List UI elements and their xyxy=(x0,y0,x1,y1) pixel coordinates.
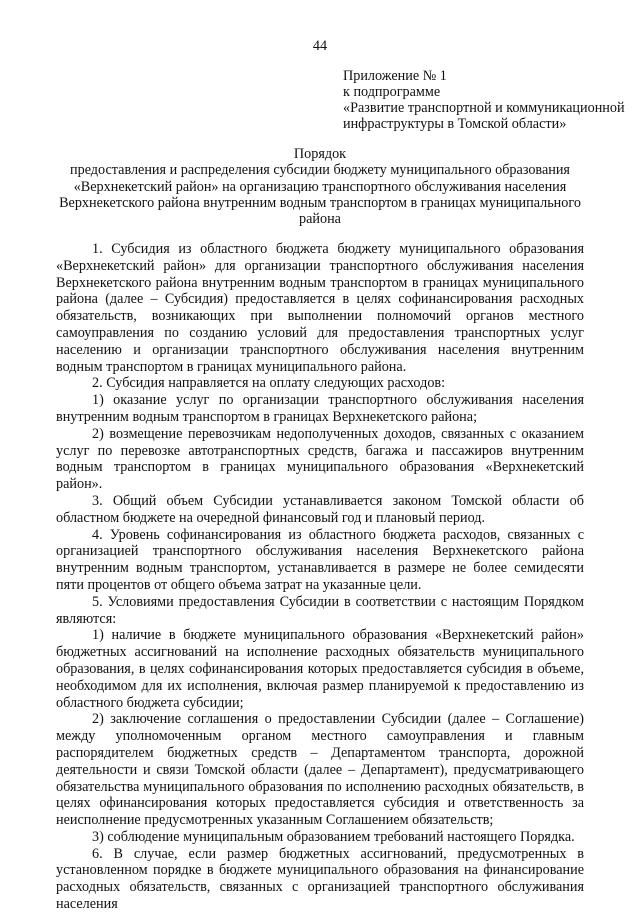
appendix-line: «Развитие транспортной и коммуникационной xyxy=(343,100,625,116)
paragraph-6: 6. В случае, если размер бюджетных ассигнований, предусмотренных в установленном порядке в бюджете муниципального образования на финансирование расходных обязательств, связанных с организацией транспортного обслуживания населения xyxy=(56,845,584,913)
appendix-line: к подпрограмме xyxy=(343,84,441,100)
paragraph-2-item-2: 2) возмещение перевозчикам недополученных доходов, связанных с оказанием услуг по перевозке автотранспортных средств, багажа и пассажиров внутренним водным транспортом в границах муниципального образования «Верхнекетский район». xyxy=(56,425,584,493)
paragraph-5-item-3: 3) соблюдение муниципальным образованием требований настоящего Порядка. xyxy=(92,828,575,845)
paragraph-1: 1. Субсидия из областного бюджета бюджету муниципального образования «Верхнекетский район» для организации транспортного обслуживания населения Верхнекетского района внутренним водным транспортом в границах муниципального района (далее – Субсидия) предоставляется в целях софинансирования расходных обязательств, возникающих при выполнении полномочий органов местного самоуправления по созданию условий для предоставления транспортных услуг населению и организации транспортного обслуживания населения внутренним водным транспортом в границах муниципального района. xyxy=(56,241,584,375)
title-line: района xyxy=(299,211,341,228)
paragraph-2-item-1: 1) оказание услуг по организации транспортного обслуживания населения внутренним водным транспортом в границах Верхнекетского района; xyxy=(56,392,584,425)
paragraph-2: 2. Субсидия направляется на оплату следующих расходов: xyxy=(92,375,446,392)
title-line: Порядок xyxy=(293,146,347,162)
title-line: Верхнекетского района внутренним водным транспортом в границах муниципального xyxy=(59,194,581,211)
appendix-line: Приложение № 1 xyxy=(343,68,447,84)
appendix-header xyxy=(343,68,628,132)
title-line: «Верхнекетский район» на организацию транспортного обслуживания населения xyxy=(73,178,567,195)
document-title xyxy=(56,146,584,227)
paragraph-5: 5. Условиями предоставления Субсидии в соответствии с настоящим Порядком являются: xyxy=(56,593,584,627)
title-line: предоставления и распределения субсидии бюджету муниципального образования xyxy=(70,162,570,179)
paragraph-3: 3. Общий объем Субсидии устанавливается законом Томской области об областном бюджете на очередной финансовый год и плановый период. xyxy=(56,492,584,526)
paragraph-5-item-1: 1) наличие в бюджете муниципального образования «Верхнекетский район» бюджетных ассигнований на исполнение расходных обязательств муниципального образования, в целях софинансирования которых предоставляется субсидия в объеме, необходимом для их исполнения, включая размер планируемой к предоставлению из областного бюджета субсидии; xyxy=(56,627,584,711)
appendix-line: инфраструктуры в Томской области» xyxy=(343,116,567,132)
document-body xyxy=(56,241,584,913)
page-number: 44 xyxy=(312,38,328,54)
paragraph-5-item-2: 2) заключение соглашения о предоставлении Субсидии (далее – Соглашение) между уполномоченным органом местного самоуправления и главным распорядителем бюджетных средств – Департаментом транспорта, дорожной деятельности и связи Томской области (далее – Департамент), предусматривающего обязательства муниципального образования по исполнению расходных обязательств, в целях офинансирования которых предоставляется субсидия и ответственность за неисполнение предусмотренных указанным Соглашением обязательств; xyxy=(56,711,584,829)
paragraph-4: 4. Уровень софинансирования из областного бюджета расходов, связанных с организацией транспортного обслуживания населения Верхнекетского района внутренним водным транспортом, устанавливается в размере не более семидесяти пяти процентов от общего объема затрат на указанные цели. xyxy=(56,526,584,593)
